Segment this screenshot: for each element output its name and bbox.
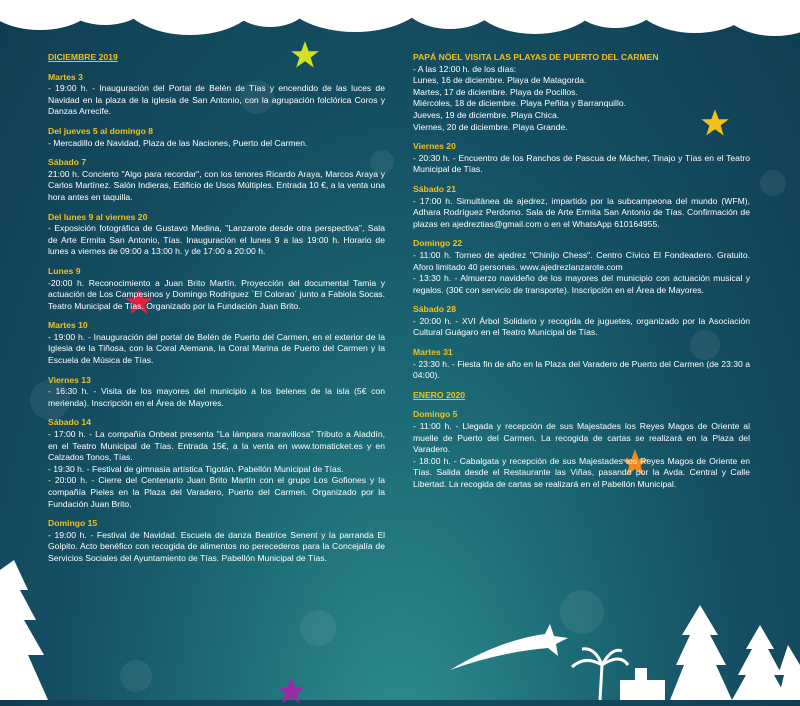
event-description: - 17:00 h. - La compañía Onbeat presenta "La lámpara maravillosa" Tributo a Aladdín, en el Teatro Municipal de Tías. Entrada 15€, a la venta en www.tomaticket.es y en Calzados Tonos, Tías.: [48, 429, 385, 463]
event-description: - 19:00 h. - Inauguración del Portal de Belén de Tías y encendido de las luces de Navidad en la plaza de la iglesia de San Antonio, con la agrupación folclórica Coros y Danzas Arrecife.: [48, 83, 385, 117]
event-description: - 13:30 h. - Almuerzo navideño de los mayores del municipio con actuación musical y regalos. (30€ con servicio de transporte). Inscripción en el Área de Mayores.: [413, 273, 750, 295]
event-description: - 17:00 h. Simultánea de ajedrez, impartido por la subcampeona del mundo (WFM), Adhara Rodríguez Perdomo. Sala de Arte Ermita San Antonio de Tías. Confirmación de plazas en ajedreztias@gmail.com o en el WhatsApp 610164955.: [413, 195, 750, 229]
event-date: Sábado 7: [48, 157, 87, 168]
event-item: [48, 72, 385, 118]
event-description: - 11:00 h. Torneo de ajedrez "Chinijo Chess". Centro Cívico El Fondeadero. Gratuito. Aforo limitado 40 personas. www.ajedrezlanzarote.com: [413, 249, 750, 272]
event-item: [48, 212, 385, 258]
schedule-line: Jueves, 19 de diciembre. Playa Chica.: [413, 109, 560, 120]
schedule-line: - A las 12:00 h. de los días:: [413, 63, 517, 74]
event-date: Viernes 13: [48, 374, 91, 385]
schedule-line: Lunes, 16 de diciembre. Playa de Matagorda.: [413, 75, 587, 86]
event-item: [48, 126, 385, 149]
event-description: - 16:30 h. - Visita de los mayores del municipio a los belenes de la isla (5€ con merienda). Inscripción en el Área de Mayores.: [48, 386, 385, 408]
event-date: Sábado 21: [413, 183, 456, 194]
event-description: - 19:30 h. - Festival de gimnasia artística Tigotán. Pabellón Municipal de Tías.: [48, 463, 344, 474]
event-date: Sábado 28: [413, 304, 456, 315]
event-description: - 11:00 h. - Llegada y recepción de sus Majestades los Reyes Magos de Oriente al muelle de Puerto del Carmen. La recogida de cartas se realizará en la Plaza del Varadero.: [413, 421, 750, 455]
event-date: Martes 3: [48, 71, 83, 82]
event-description: - Mercadillo de Navidad, Plaza de las Naciones, Puerto del Carmen.: [48, 137, 308, 148]
event-description: - 19:00 h. - Inauguración del portal de Belén de Puerto del Carmen, en el exterior de la Iglesia de la Tiñosa, con la Coral Alemana, la Coral Marina de Puerto del Carmen y la Escuela de Música de Tías.: [48, 331, 385, 366]
event-description: - 19:00 h. - Festival de Navidad. Escuela de danza Beatrice Senent y la parranda El Golpito. Acto benéfico con recogida de alimentos no perecederos para la Concejalía de Servicios Sociales del Ayuntamiento de Tías. Pabellón Municipal de Tías.: [48, 529, 385, 563]
event-description: 21:00 h. Concierto "Algo para recordar", con los tenores Ricardo Araya, Marcos Araya y Carlos Martínez. Salón Indieras, Edificio de Usos Múltiples. Entrada 10 €, a la venta una hora antes en taquilla.: [48, 168, 385, 202]
event-date: Lunes 9: [48, 265, 81, 276]
event-description: - 20:30 h. - Encuentro de los Ranchos de Pascua de Mácher, Tinajo y Tías en el Teatro Municipal de Tías.: [413, 152, 750, 175]
month-heading: DICIEMBRE 2019: [48, 52, 118, 62]
event-date: Del jueves 5 al domingo 8: [48, 125, 154, 136]
schedule-line: Viernes, 20 de diciembre. Playa Grande.: [413, 121, 568, 132]
event-item: [48, 157, 385, 203]
event-list: [413, 409, 750, 490]
event-item: [413, 304, 750, 339]
event-date: Viernes 20: [413, 141, 456, 152]
event-description: - 20:00 h. - Cierre del Centenario Juan Brito Martín con el grupo Los Gofiones y la compañía Pieles en la Plaza del Varadero, Puerto del Carmen. Organizado por la Fundación Juan Brito.: [48, 475, 385, 509]
right-trees-icon: [670, 605, 800, 700]
event-item: [48, 266, 385, 312]
event-date: Domingo 15: [48, 518, 98, 529]
event-date: Sábado 14: [48, 417, 91, 428]
event-list: [413, 141, 750, 382]
section-title: PAPÁ NÖEL VISITA LAS PLAYAS DE PUERTO DEL CARMEN: [413, 52, 659, 62]
event-item: [413, 409, 750, 490]
santa-schedule: [413, 64, 750, 134]
event-description: - 23:30 h. - Fiesta fin de año en la Plaza del Varadero de Puerto del Carmen (de 23:30 a 04:00).: [413, 358, 750, 381]
event-description: - Exposición fotográfica de Gustavo Medina, "Lanzarote desde otra perspectiva", Sala de Arte Ermita San Antonio, Tías. Inauguración el lunes 9 a las 19:00 h. Horario de lunes a viernes de 09:00 a 13:00 h. y de 17:00 a 20:00 h.: [48, 223, 385, 257]
purple-star-icon: [276, 676, 306, 706]
event-description: - 20:00 h. - XVI Árbol Solidario y recogida de juguetes, organizado por la Asociación Cultural Guágaro en el Teatro Municipal de Tías.: [413, 315, 750, 338]
event-item: [48, 417, 385, 510]
event-date: Domingo 22: [413, 238, 463, 249]
santa-beaches-block: [413, 52, 750, 133]
event-item: [48, 518, 385, 564]
event-date: Martes 31: [413, 347, 453, 358]
right-column: [413, 52, 750, 499]
left-tree-icon: [0, 560, 48, 700]
left-column: [48, 52, 385, 573]
church-icon: [615, 665, 670, 700]
event-item: [413, 347, 750, 382]
shooting-star-icon: [450, 620, 570, 680]
event-item: [413, 238, 750, 296]
event-date: Martes 10: [48, 320, 88, 331]
event-date: Domingo 5: [413, 409, 458, 420]
event-list: [48, 72, 385, 565]
event-description: -20:00 h. Reconocimiento a Juan Brito Martín. Proyección del documental Tamia y actuación de Los Campesinos y Domingo Rodríguez `El Colorao´ junto a Fabiola Socas. Teatro Municipal de Tías. Organizado por la Fundación Juan Brito.: [48, 277, 385, 311]
event-description: - 18:00 h. - Cabalgata y recepción de sus Majestades los Reyes Magos de Oriente en Tías. Salida desde el Restaurante las Viñas, pasando por la Avda. Central y Calle Libertad. La recogida de cartas se realizará en el Pabellón Municipal.: [413, 455, 750, 489]
event-item: [413, 141, 750, 176]
top-clouds: [0, 0, 800, 50]
event-item: [48, 375, 385, 410]
event-item: [413, 184, 750, 230]
month-heading: ENERO 2020: [413, 389, 466, 400]
schedule-line: Miércoles, 18 de diciembre. Playa Peñita y Barranquillo.: [413, 98, 627, 109]
schedule-line: Martes, 17 de diciembre. Playa de Pocillos.: [413, 86, 578, 97]
event-item: [48, 320, 385, 366]
event-date: Del lunes 9 al viernes 20: [48, 211, 148, 222]
